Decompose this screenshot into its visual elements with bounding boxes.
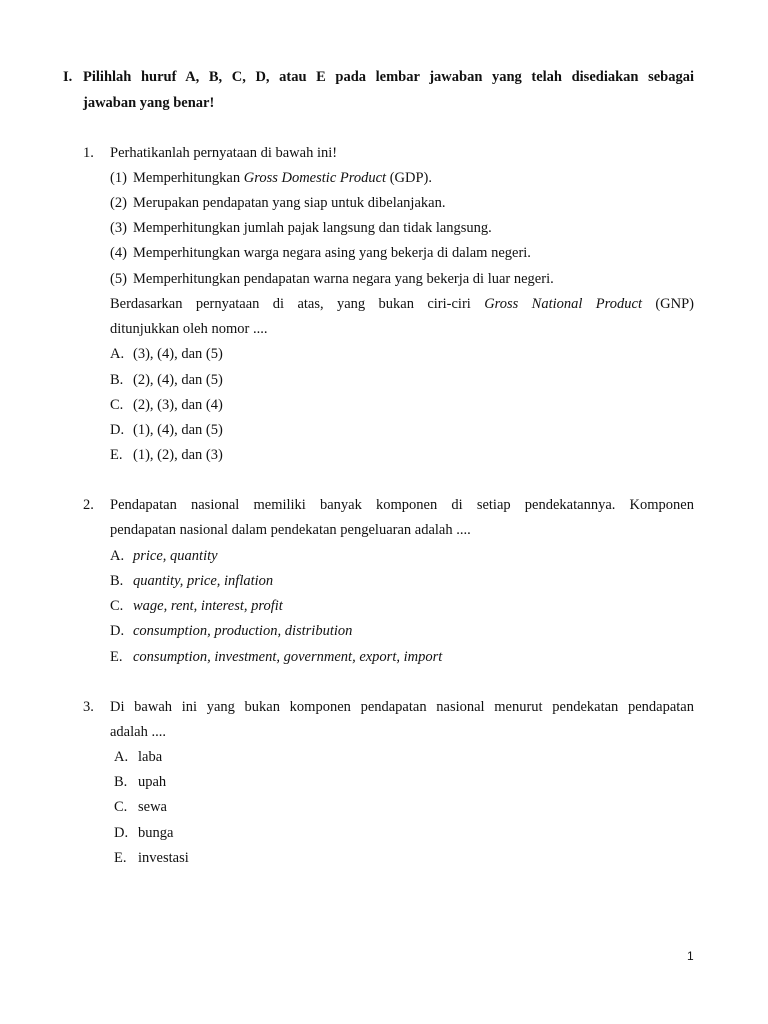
- q3-option-a: laba: [138, 749, 163, 765]
- question-1-stem-line2: ditunjukkan oleh nomor ....: [110, 321, 268, 337]
- q3-option-e: investasi: [138, 850, 189, 866]
- section-instruction-line2: jawaban yang benar!: [83, 95, 215, 111]
- q2-option-a-letter: A.: [110, 548, 125, 564]
- q2-option-d-letter: D.: [110, 623, 125, 639]
- q2-option-b: quantity, price, inflation: [133, 573, 274, 589]
- q1-option-e-letter: E.: [110, 447, 123, 463]
- question-2-line1: Pendapatan nasional memiliki banyak komponen di setiap pendekatannya. Komponen: [110, 497, 694, 513]
- statement-1: Memperhitungkan Gross Domestic Product (GDP).: [133, 170, 432, 186]
- q3-option-d: bunga: [138, 825, 174, 841]
- statement-2-number: (2): [110, 195, 127, 211]
- q3-option-d-letter: D.: [114, 825, 129, 841]
- q1-option-a-letter: A.: [110, 346, 125, 362]
- statement-2: Merupakan pendapatan yang siap untuk dibelanjakan.: [133, 195, 446, 211]
- statement-3: Memperhitungkan jumlah pajak langsung dan tidak langsung.: [133, 220, 492, 236]
- q3-option-e-letter: E.: [114, 850, 127, 866]
- q3-option-c: sewa: [138, 799, 167, 815]
- page-number: 1: [687, 949, 694, 963]
- q1-option-d-letter: D.: [110, 422, 125, 438]
- q1-option-c: (2), (3), dan (4): [133, 397, 223, 413]
- statement-4-number: (4): [110, 245, 127, 261]
- q1-option-d: (1), (4), dan (5): [133, 422, 223, 438]
- statement-4: Memperhitungkan warga negara asing yang bekerja di dalam negeri.: [133, 245, 531, 261]
- statement-1-number: (1): [110, 170, 127, 186]
- question-2-line2: pendapatan nasional dalam pendekatan pengeluaran adalah ....: [110, 522, 471, 538]
- q1-option-c-letter: C.: [110, 397, 124, 413]
- q2-option-c: wage, rent, interest, profit: [133, 598, 283, 614]
- q2-option-e: consumption, investment, government, export, import: [133, 649, 443, 665]
- question-1-prompt: Perhatikanlah pernyataan di bawah ini!: [110, 145, 338, 161]
- q1-option-a: (3), (4), dan (5): [133, 346, 223, 362]
- section-instruction-line1: Pilihlah huruf A, B, C, D, atau E pada lembar jawaban yang telah disediakan sebagai: [83, 69, 694, 85]
- q3-option-a-letter: A.: [114, 749, 129, 765]
- statement-5: Memperhitungkan pendapatan warna negara yang bekerja di luar negeri.: [133, 271, 554, 287]
- q3-option-c-letter: C.: [114, 799, 128, 815]
- question-3-number: 3.: [83, 699, 94, 715]
- question-2-number: 2.: [83, 497, 94, 513]
- q2-option-d: consumption, production, distribution: [133, 623, 353, 639]
- q2-option-b-letter: B.: [110, 573, 124, 589]
- section-number: I.: [63, 69, 73, 85]
- statement-5-number: (5): [110, 271, 127, 287]
- question-3-line2: adalah ....: [110, 724, 166, 740]
- q1-option-b: (2), (4), dan (5): [133, 372, 223, 388]
- q3-option-b-letter: B.: [114, 774, 128, 790]
- question-3-line1: Di bawah ini yang bukan komponen pendapatan nasional menurut pendekatan pendapatan: [110, 699, 694, 715]
- question-1-number: 1.: [83, 145, 94, 161]
- q1-option-b-letter: B.: [110, 372, 124, 388]
- q3-option-b: upah: [138, 774, 167, 790]
- q2-option-a: price, quantity: [133, 548, 218, 564]
- q2-option-c-letter: C.: [110, 598, 124, 614]
- statement-3-number: (3): [110, 220, 127, 236]
- q1-option-e: (1), (2), dan (3): [133, 447, 223, 463]
- q2-option-e-letter: E.: [110, 649, 123, 665]
- question-1-stem-line1: Berdasarkan pernyataan di atas, yang bukan ciri-ciri Gross National Product (GNP): [110, 296, 695, 312]
